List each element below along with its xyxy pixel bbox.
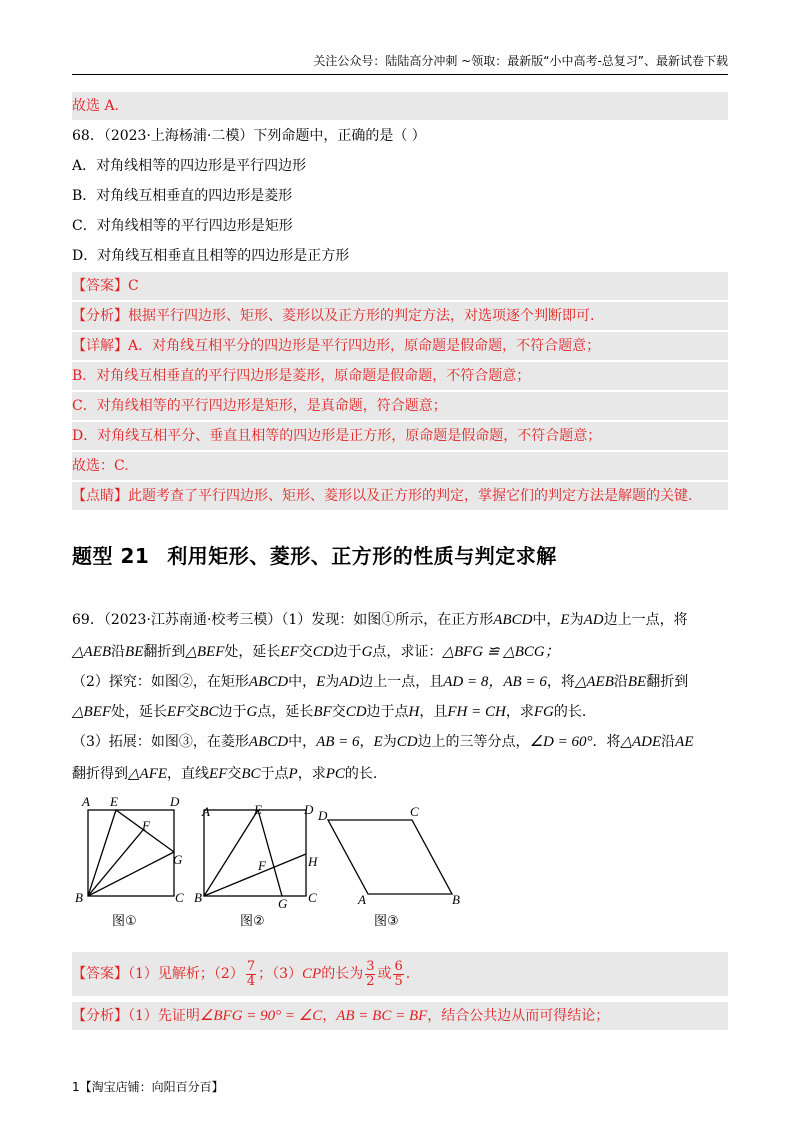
fig2-caption: 图② <box>240 914 265 929</box>
section-number: 题型 21 <box>72 544 150 568</box>
fig1-bf <box>88 830 143 896</box>
fig1-caption: 图① <box>112 914 137 929</box>
fig1-square <box>88 810 174 896</box>
header-text: 关注公众号：陆陆高分冲刺 ~领取：最新版“小中高考-总复习”、最新试卷下载 <box>313 54 728 68</box>
fig2-label-e: E <box>254 802 262 817</box>
q69-line-4: △BEF处，延长EF交BC边于G点，延长BF交CD边于点H，且FH = CH，求FG的长. <box>72 704 587 720</box>
fig2-label-f: F <box>258 858 266 873</box>
fig1-label-f: F <box>142 818 150 833</box>
fig2-label-h: H <box>308 854 318 869</box>
fig2-bh <box>204 854 306 896</box>
q68-option-a: A．对角线相等的四边形是平行四边形 <box>72 158 307 174</box>
q68-option-c: C．对角线相等的平行四边形是矩形 <box>72 218 293 234</box>
q68-analysis: 【分析】根据平行四边形、矩形、菱形以及正方形的判定方法，对选项逐个判断即可. <box>72 302 728 330</box>
q68-detail-c: C．对角线相等的平行四边形是矩形，是真命题，符合题意； <box>72 392 728 420</box>
geometry-figures <box>72 790 492 930</box>
fig2-label-a: A <box>202 804 210 819</box>
q68-detail-d: D．对角线互相平分、垂直且相等的四边形是正方形，原命题是假命题，不符合题意； <box>72 422 728 450</box>
section-title <box>72 540 557 569</box>
q68-detail-b: B．对角线互相垂直的平行四边形是菱形，原命题是假命题，不符合题意； <box>72 362 728 390</box>
fig2-label-c: C <box>308 890 317 905</box>
fig3-label-c: C <box>410 804 419 819</box>
fig3-rhombus <box>328 820 452 894</box>
fig1-label-b: B <box>75 890 83 905</box>
q69-line-3: （2）探究：如图②，在矩形ABCD中，E为AD边上一点，且AD = 8，AB = 6，将△AEB沿BE翻折到 <box>72 674 689 690</box>
fig2-label-d: D <box>304 802 314 817</box>
q68-stem: 68．（2023·上海杨浦·二模）下列命题中，正确的是（ ） <box>72 128 426 144</box>
q69-line-6: 翻折得到△AFE，直线EF交BC于点P，求PC的长. <box>72 766 378 782</box>
q68-detail-a: 【详解】A．对角线互相平分的四边形是平行四边形，原命题是假命题，不符合题意； <box>72 332 728 360</box>
q69-line-5: （3）拓展：如图③，在菱形ABCD中，AB = 6，E为CD边上的三等分点，∠D = 60°．将△ADE沿AE <box>72 734 694 750</box>
fig2-be <box>204 810 258 896</box>
fig3-label-b: B <box>452 892 460 907</box>
fig3-label-d: D <box>318 808 328 823</box>
q68-option-d: D．对角线互相垂直且相等的四边形是正方形 <box>72 248 350 264</box>
fig2-eg <box>258 810 282 896</box>
section-text: 利用矩形、菱形、正方形的性质与判定求解 <box>167 544 557 568</box>
q69-line-2: △AEB沿BE翻折到△BEF处，延长EF交CD边于G点，求证：△BFG ≌ △BCG； <box>72 644 560 660</box>
fig1-bg <box>88 852 174 896</box>
q68-conclusion: 故选：C. <box>72 452 728 480</box>
q69-figures <box>72 790 492 930</box>
fig1-label-e: E <box>110 794 118 809</box>
prev-conclusion: 故选 A. <box>72 92 728 120</box>
q69-answer: 【答案】（1）见解析；（2） $\frac{7}{4}$ ；（3）CP的长为 $\frac{3}{2}$ 或 $\frac{6}{5}$ . <box>72 952 728 996</box>
fig1-label-a: A <box>82 794 90 809</box>
fig2-rect <box>204 810 306 896</box>
fig2-label-b: B <box>194 890 202 905</box>
q69-analysis: 【分析】（1）先证明∠BFG = 90° = ∠C，AB = BC = BF，结合公共边从而可得结论； <box>72 1002 728 1030</box>
fig3-caption: 图③ <box>374 914 399 929</box>
fig1-label-c: C <box>175 890 184 905</box>
q69-line-1: 69．（2023·江苏南通·校考三模）（1）发现：如图①所示，在正方形ABCD中，E为AD边上一点，将 <box>72 612 688 628</box>
page-footer: 1【淘宝店铺：向阳百分百】 <box>72 1080 224 1094</box>
q68-comment: 【点睛】此题考查了平行四边形、矩形、菱形以及正方形的判定，掌握它们的判定方法是解题的关键. <box>72 482 728 510</box>
page-header <box>72 52 728 75</box>
fig2-label-g: G <box>278 896 288 911</box>
fig1-label-d: D <box>170 794 180 809</box>
q68-answer: 【答案】C <box>72 272 728 300</box>
q68-option-b: B．对角线互相垂直的四边形是菱形 <box>72 188 293 204</box>
fig3-label-a: A <box>358 892 366 907</box>
fig1-label-g: G <box>173 852 183 867</box>
